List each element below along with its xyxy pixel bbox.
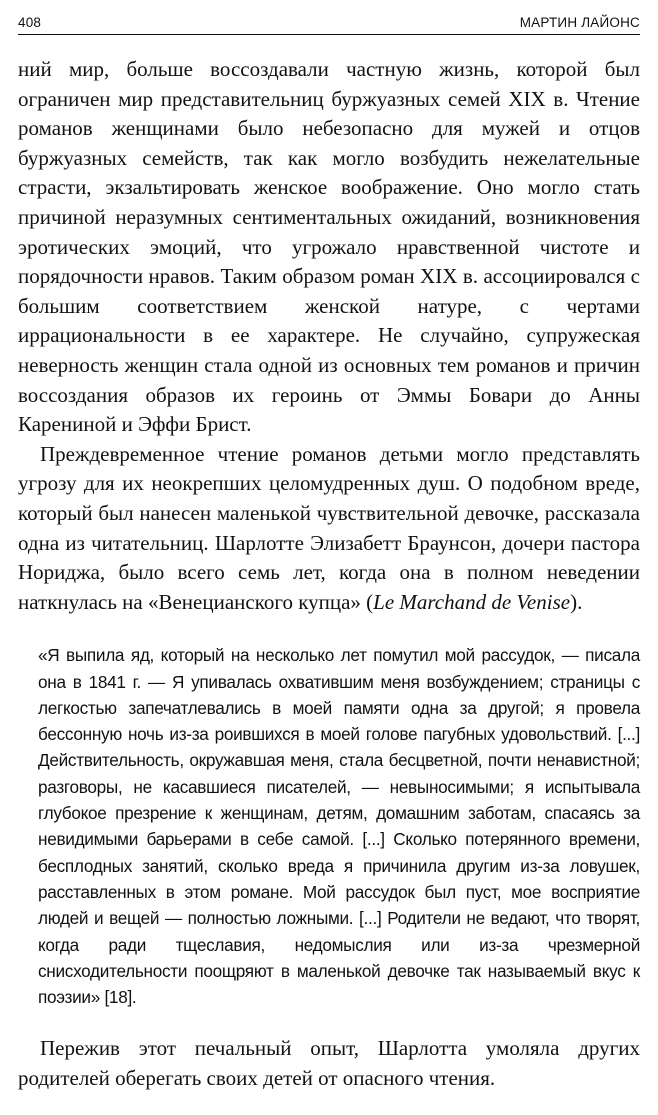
paragraph-2-end: ). <box>570 589 583 614</box>
paragraph-1: ний мир, больше воссоздавали частную жизнь, которой был ограничен мир представительниц буржуазных семей XIX в. Чтение романов женщинами было небезопасно для мужей и отцов буржуазных семейств, так как могло возбудить нежелательные страсти, экзальтировать женское воображение. Оно могло стать причиной неразумных сентиментальных ожиданий, возникновения эротических эмоций, что угрожало нравственной чистоте и порядочности нравов. Таким образом роман XIX в. ассоциировался с большим соответствием женской натуре, с чертами иррациональности в ее характере. Не случайно, супружеская неверность женщин стала одной из основных тем романов и причин воссоздания образов их героинь от Эммы Бовари до Анны Карениной и Эффи Брист. <box>18 57 640 437</box>
paragraph-2-italic-title: Le Marchand de Venise <box>373 589 571 614</box>
paragraph-2 <box>18 440 640 618</box>
running-title: МАРТИН ЛАЙОНС <box>519 15 640 30</box>
paragraph-2-text: Преждевременное чтение романов детьми могло представлять угрозу для их неокрепших целомудренных душ. О подобном вреде, который был нанесен маленькой чувствительной девочке, рассказала одна из читательниц. Шарлотте Элизабетт Браунсон, дочери пастора Нориджа, было всего семь лет, когда она в полном неведении наткнулась на «Венецианского купца» ( <box>18 441 640 614</box>
block-quote: «Я выпила яд, который на несколько лет помутил мой рассудок, — писала она в 1841 г. — Я упивалась охватившим меня возбуждением; страницы с легкостью запечатлевались в моей памяти одна за другой; я провела бессонную ночь из-за роившихся в моей голове пагубных удовольствий. [...] Действительность, окружавшая меня, стала бесцветной, почти ненавистной; разговоры, не касавшиеся писателей, — невыносимыми; я испытывала глубокое презрение к женщинам, детям, домашним заботам, спасаясь за невидимыми барьерами в себе самой. [...] Сколько потерянного времени, бесплодных занятий, сколько вреда я причинила другим из-за ловушек, расставленных в этом романе. Мой рассудок был пуст, мое восприятие людей и вещей — полностью ложными. [...] Родители не ведают, что творят, когда ради тщеславия, недомыслия или из-за чрезмерной снисходительности поощряют в маленькой девочке так называемый вкус к поэзии» [18]. <box>38 645 640 1008</box>
main-text <box>18 55 640 617</box>
book-page <box>18 10 640 1115</box>
page-number: 408 <box>18 15 42 30</box>
paragraph-3: Пережив этот печальный опыт, Шарлотта умоляла других родителей оберегать своих детей от опасного чтения. <box>18 1036 640 1091</box>
running-header <box>18 10 640 35</box>
